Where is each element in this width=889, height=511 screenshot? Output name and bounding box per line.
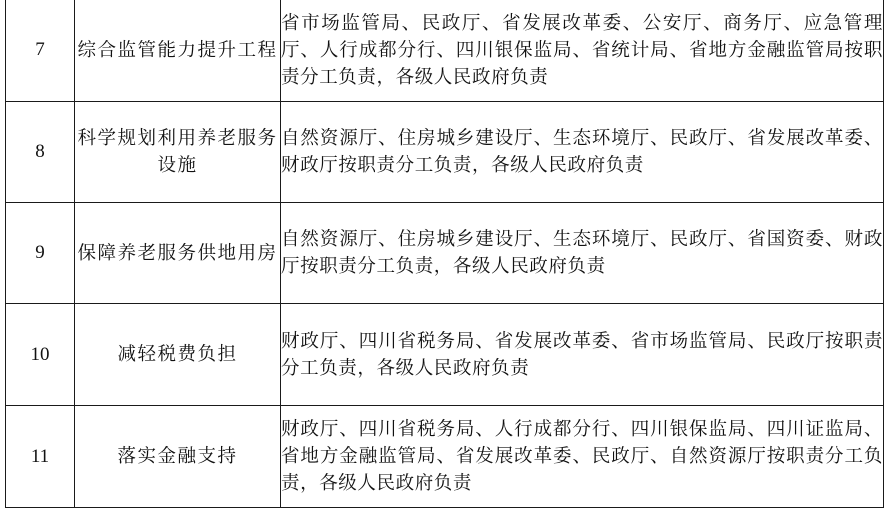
- task-name: 科学规划利用养老服务设施: [75, 102, 281, 203]
- task-name: 综合监管能力提升工程: [75, 0, 281, 102]
- task-name: 落实金融支持: [75, 406, 281, 508]
- task-name: 保障养老服务供地用房: [75, 203, 281, 304]
- table-row: [6, 406, 884, 508]
- table-row: [6, 203, 884, 304]
- row-number: 9: [6, 203, 75, 304]
- table-row: [6, 0, 884, 102]
- responsible-departments: 省市场监管局、民政厅、省发展改革委、公安厅、商务厅、应急管理厅、人行成都分行、四川银保监局、省统计局、省地方金融监管局按职责分工负责，各级人民政府负责: [281, 0, 884, 102]
- task-name: 减轻税费负担: [75, 304, 281, 406]
- table-row: [6, 102, 884, 203]
- responsibility-table: [5, 0, 884, 508]
- row-number: 8: [6, 102, 75, 203]
- responsible-departments: 自然资源厅、住房城乡建设厅、生态环境厅、民政厅、省发展改革委、财政厅按职责分工负责，各级人民政府负责: [281, 102, 884, 203]
- responsible-departments: 自然资源厅、住房城乡建设厅、生态环境厅、民政厅、省国资委、财政厅按职责分工负责，各级人民政府负责: [281, 203, 884, 304]
- row-number: 7: [6, 0, 75, 102]
- table-row: [6, 304, 884, 406]
- responsible-departments: 财政厅、四川省税务局、人行成都分行、四川银保监局、四川证监局、省地方金融监管局、省发展改革委、民政厅、自然资源厅按职责分工负责，各级人民政府负责: [281, 406, 884, 508]
- row-number: 11: [6, 406, 75, 508]
- responsible-departments: 财政厅、四川省税务局、省发展改革委、省市场监管局、民政厅按职责分工负责，各级人民政府负责: [281, 304, 884, 406]
- row-number: 10: [6, 304, 75, 406]
